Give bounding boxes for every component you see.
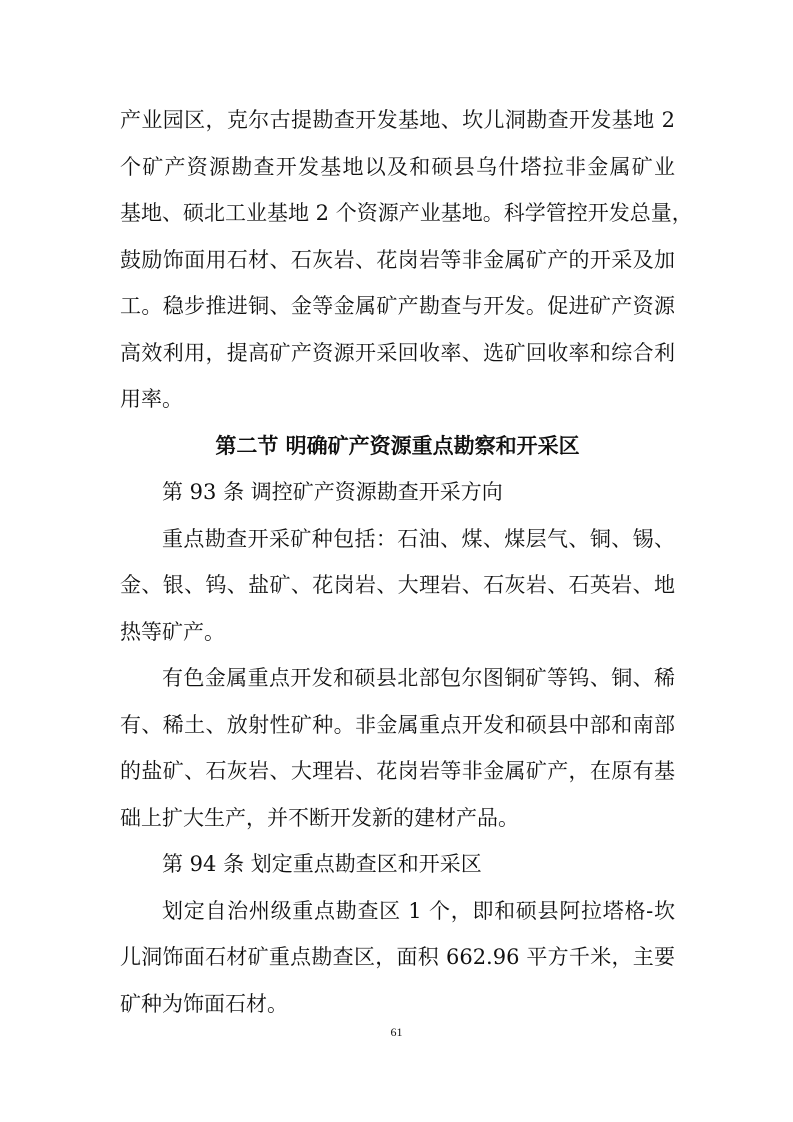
page-number: 61: [390, 1025, 403, 1039]
text-line: 高效利用，提高矿产资源开采回收率、选矿回收率和综合利: [120, 341, 675, 365]
article-94-title: 第 94 条 划定重点勘查区和开采区: [162, 852, 482, 876]
text-line: 重点勘查开采矿种包括：石油、煤、煤层气、铜、锡、: [162, 527, 675, 551]
text-line: 矿种为饰面石材。: [120, 992, 288, 1016]
text-line: 划定自治州级重点勘查区 1 个，即和硕县阿拉塔格-坎: [162, 899, 675, 923]
text-line: 产业园区，克尔古提勘查开发基地、坎儿洞勘查开发基地 2: [120, 108, 675, 132]
text-line: 个矿产资源勘查开发基地以及和硕县乌什塔拉非金属矿业: [120, 155, 675, 179]
text-line: 用率。: [120, 387, 183, 411]
text-line: 有、稀土、放射性矿种。非金属重点开发和硕县中部和南部: [120, 713, 675, 737]
section-heading: 第二节 明确矿产资源重点勘察和开采区: [215, 434, 580, 458]
text-line: 鼓励饰面用石材、石灰岩、花岗岩等非金属矿产的开采及加: [120, 248, 675, 272]
text-line: 热等矿产。: [120, 620, 225, 644]
text-line: 金、银、钨、盐矿、花岗岩、大理岩、石灰岩、石英岩、地: [120, 573, 675, 597]
text-line: 工。稳步推进铜、金等金属矿产勘查与开发。促进矿产资源: [120, 294, 675, 318]
text-line: 儿洞饰面石材矿重点勘查区，面积 662.96 平方千米，主要: [120, 945, 675, 969]
text-line: 的盐矿、石灰岩、大理岩、花岗岩等非金属矿产，在原有基: [120, 759, 675, 783]
article-93-title: 第 93 条 调控矿产资源勘查开采方向: [162, 480, 503, 504]
text-line: 础上扩大生产，并不断开发新的建材产品。: [120, 806, 519, 830]
text-line: 有色金属重点开发和硕县北部包尔图铜矿等钨、铜、稀: [162, 666, 675, 690]
text-line: 基地、硕北工业基地 2 个资源产业基地。科学管控开发总量，: [120, 201, 693, 225]
